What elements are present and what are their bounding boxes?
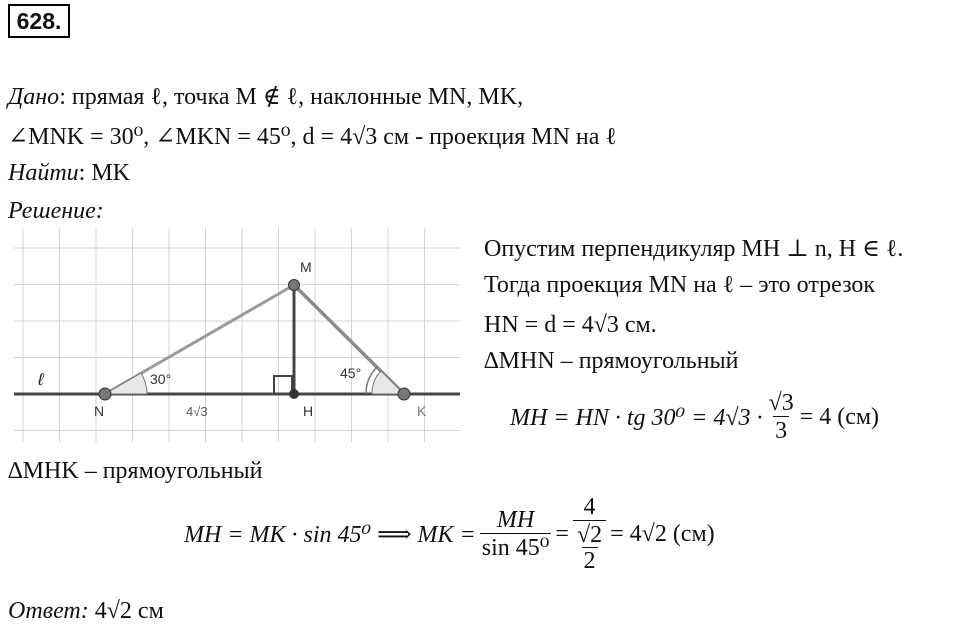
label-l: ℓ bbox=[38, 370, 44, 389]
formula-mk bbox=[184, 494, 715, 574]
figure-grid bbox=[14, 228, 460, 442]
formula2-frac2-num: 4 bbox=[583, 494, 596, 520]
formula2-frac2-den-den: 2 bbox=[583, 548, 596, 574]
label-n: N bbox=[94, 403, 105, 419]
angle-n-arc bbox=[105, 373, 147, 394]
formula2-frac1-den: sin 45⁰ bbox=[481, 534, 550, 561]
formula2-frac1-num: MH bbox=[496, 506, 535, 533]
given-line-1 bbox=[8, 82, 523, 112]
right-text-1: Опустим перпендикуляр MH ⊥ n, H ∈ ℓ. bbox=[484, 236, 904, 262]
label-h: H bbox=[303, 403, 314, 419]
formula2-result: = 4√2 (см) bbox=[610, 520, 715, 547]
formula2-frac2-den bbox=[573, 520, 606, 574]
formula2-frac2-subfraction bbox=[575, 523, 604, 574]
point-k bbox=[398, 388, 410, 400]
find-line bbox=[8, 158, 130, 188]
formula2-frac2-den-num: √2 bbox=[576, 522, 603, 548]
right-angle-mark bbox=[274, 376, 292, 394]
mhk-text: ∆MHK – прямоугольный bbox=[8, 458, 263, 484]
solution-label: Решение: bbox=[8, 198, 104, 224]
answer-value: 4√2 см bbox=[94, 598, 164, 624]
formula1-right: = 4 (см) bbox=[799, 404, 880, 430]
answer-label: Ответ: bbox=[8, 598, 89, 624]
label-segment-nh: 4√3 bbox=[186, 404, 208, 419]
find-label: Найти bbox=[8, 160, 79, 186]
formula1-frac-den: 3 bbox=[775, 418, 788, 444]
point-h bbox=[289, 389, 299, 399]
formula2-part1: MH = MK · sin 45⁰ ⟹ MK = bbox=[184, 521, 476, 548]
given-label: Дано bbox=[8, 84, 60, 110]
label-angle-k: 45° bbox=[340, 365, 362, 381]
label-k: K bbox=[417, 403, 427, 419]
given-text-1: : прямая ℓ, точка M ∉ ℓ, наклонные MN, MK, bbox=[59, 84, 524, 110]
answer-line bbox=[8, 596, 164, 626]
point-m bbox=[289, 280, 300, 291]
right-text-2: Тогда проекция MN на ℓ – это отрезок bbox=[484, 272, 876, 298]
formula2-eq: = bbox=[555, 520, 569, 547]
formula1-fraction bbox=[767, 390, 796, 445]
right-text-3: HN = d = 4√3 см. bbox=[484, 312, 657, 338]
problem-number: 628. bbox=[8, 4, 70, 38]
label-m: M bbox=[300, 259, 312, 275]
formula1-left: MH = HN · tg 30⁰ = 4√3 · bbox=[510, 405, 763, 431]
formula1-frac-num: √3 bbox=[768, 390, 794, 416]
geometry-figure bbox=[14, 228, 460, 442]
right-text-4: ∆MHN – прямоугольный bbox=[484, 348, 739, 374]
point-n bbox=[99, 388, 111, 400]
formula2-fraction-2 bbox=[573, 494, 606, 574]
formula2-fraction-1 bbox=[480, 507, 552, 562]
formula-mh bbox=[510, 390, 879, 445]
label-angle-n: 30° bbox=[150, 371, 172, 387]
given-line-2: ∠MNK = 30⁰, ∠MKN = 45⁰, d = 4√3 см - проекция MN на ℓ bbox=[8, 124, 617, 150]
find-text: : MK bbox=[78, 160, 131, 186]
